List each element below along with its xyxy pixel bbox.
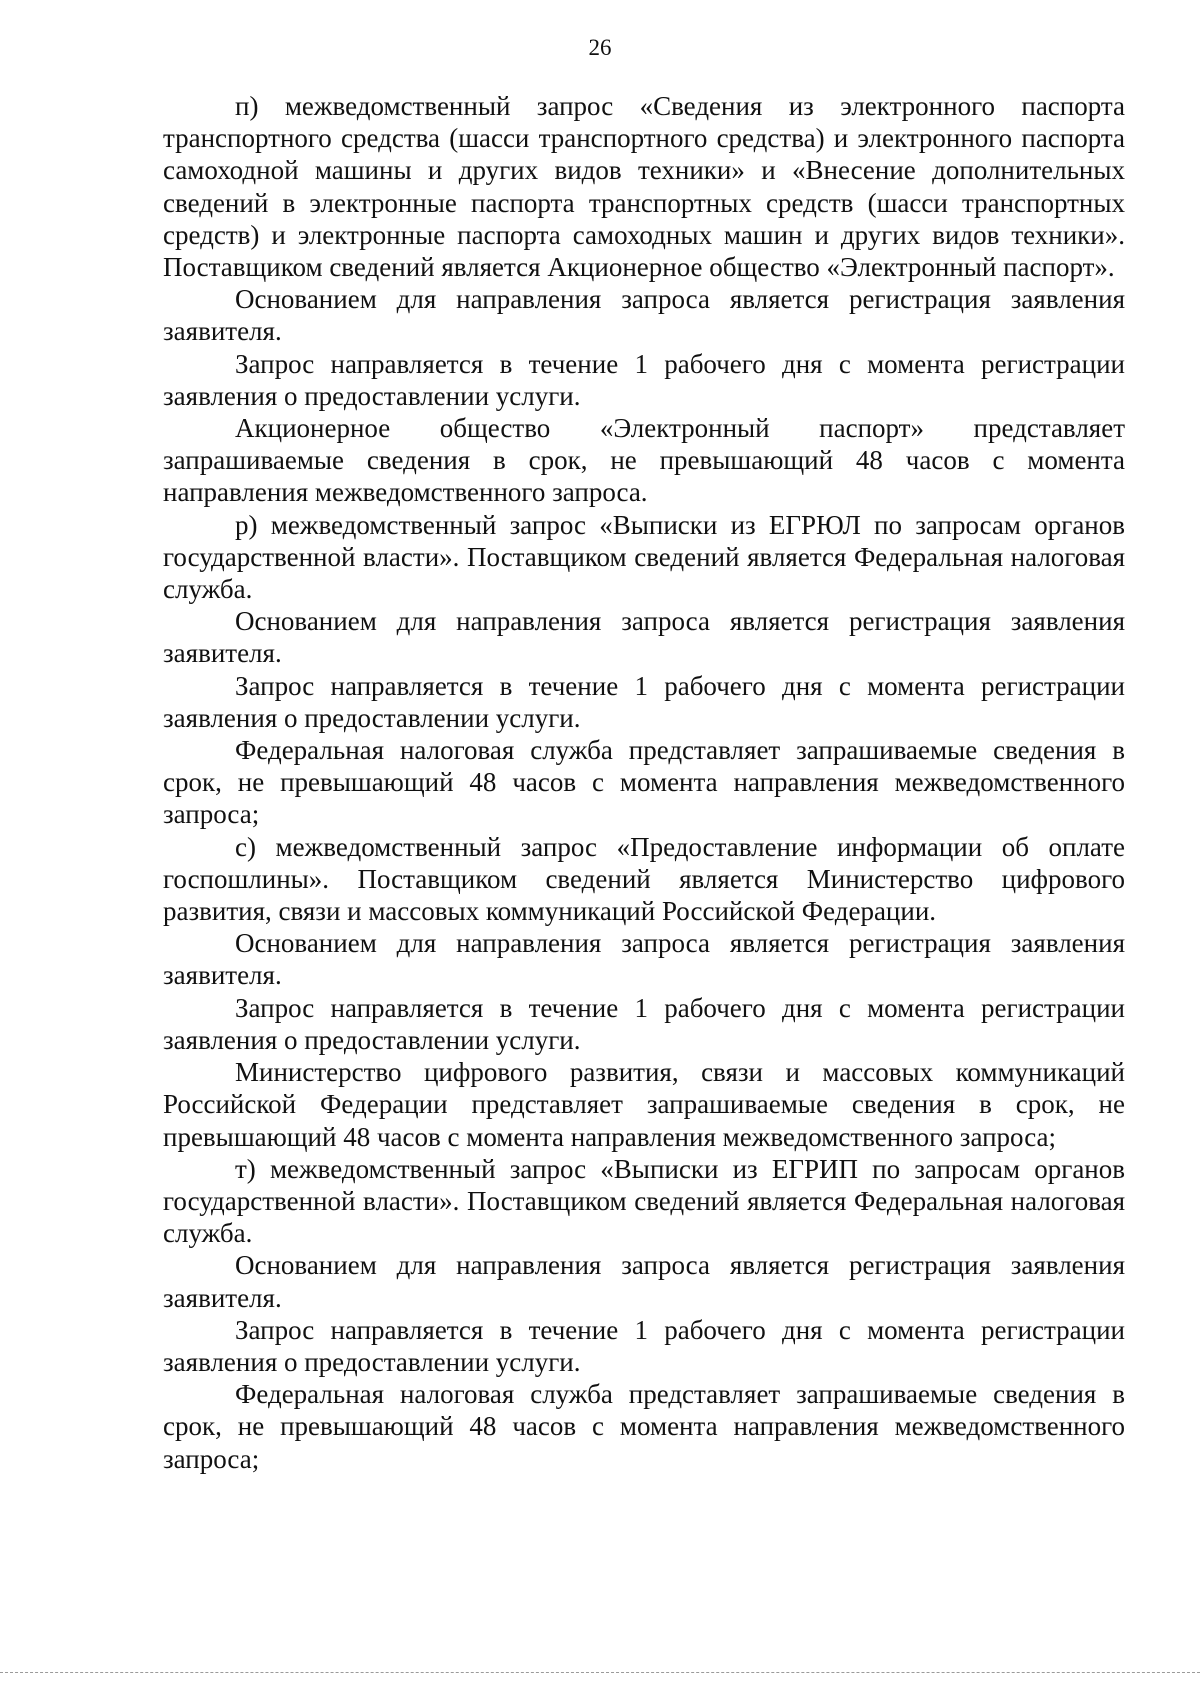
paragraph: Основанием для направления запроса является регистрация заявления заявителя. (163, 606, 1125, 669)
paragraph: Запрос направляется в течение 1 рабочего дня с момента регистрации заявления о предоставлении услуги. (163, 348, 1125, 411)
paragraph: Основанием для направления запроса является регистрация заявления заявителя. (163, 284, 1125, 347)
paragraph: р) межведомственный запрос «Выписки из ЕГРЮЛ по запросам органов государственной власти». Поставщиком сведений является Федеральная налоговая служба. (163, 509, 1125, 605)
paragraph: п) межведомственный запрос «Сведения из электронного паспорта транспортного средства (шасси транспортного средства) и электронного паспорта самоходной машины и других видов техники» и «Внесение дополнительных сведений в электронные паспорта транспортных средств (шасси транспортных средств) и электронные паспорта самоходных машин и других видов техники». Поставщиком сведений является Акционерное общество «Электронный паспорт». (163, 91, 1125, 283)
paragraph: Министерство цифрового развития, связи и массовых коммуникаций Российской Федерации представляет запрашиваемые сведения в срок, не превышающий 48 часов с момента направления межведомственного запроса; (163, 1057, 1125, 1152)
paragraph: Акционерное общество «Электронный паспорт» представляет запрашиваемые сведения в срок, не превышающий 48 часов с момента направления межведомственного запроса. (163, 413, 1125, 508)
bottom-edge-line (0, 1672, 1200, 1673)
page-number: 26 (588, 35, 612, 60)
document-body (163, 90, 1125, 1475)
paragraph: с) межведомственный запрос «Предоставление информации об оплате госпошлины». Поставщиком сведений является Министерство цифрового развития, связи и массовых коммуникаций Российской Федерации. (163, 831, 1125, 927)
paragraph: Федеральная налоговая служба представляет запрашиваемые сведения в срок, не превышающий 48 часов с момента направления межведомственного запроса; (163, 1379, 1125, 1474)
paragraph: Основанием для направления запроса является регистрация заявления заявителя. (163, 1250, 1125, 1313)
paragraph: Запрос направляется в течение 1 рабочего дня с момента регистрации заявления о предоставлении услуги. (163, 1314, 1125, 1377)
paragraph: Запрос направляется в течение 1 рабочего дня с момента регистрации заявления о предоставлении услуги. (163, 992, 1125, 1055)
paragraph: т) межведомственный запрос «Выписки из ЕГРИП по запросам органов государственной власти». Поставщиком сведений является Федеральная налоговая служба. (163, 1153, 1125, 1249)
paragraph: Запрос направляется в течение 1 рабочего дня с момента регистрации заявления о предоставлении услуги. (163, 670, 1125, 733)
paragraph: Федеральная налоговая служба представляет запрашиваемые сведения в срок, не превышающий 48 часов с момента направления межведомственного запроса; (163, 735, 1125, 830)
paragraph: Основанием для направления запроса является регистрация заявления заявителя. (163, 928, 1125, 991)
